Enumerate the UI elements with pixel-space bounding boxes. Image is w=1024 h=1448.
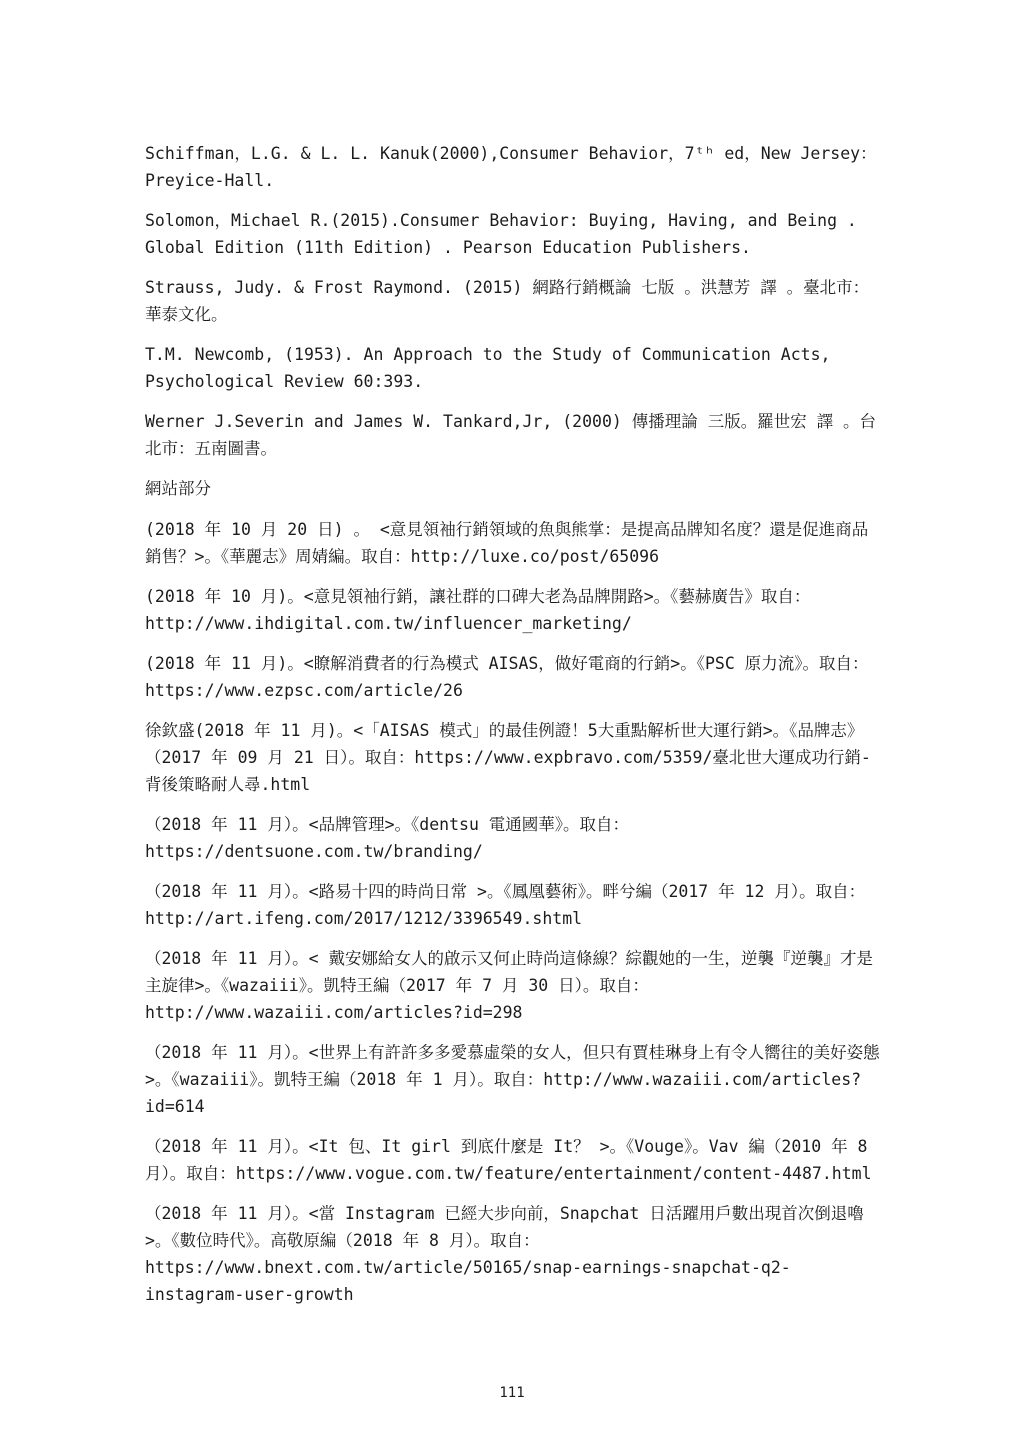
web-reference-entry: (2018 年 11 月)。<瞭解消費者的行為模式 AISAS，做好電商的行銷>。《PSC 原力流》。取自：https://www.ezpsc.com/article/26 [145, 654, 869, 700]
reference-entry: Werner J.Severin and James W. Tankard,Jr, (2000) 傳播理論 三版。羅世宏 譯 。台北市：五南圖書。 [145, 412, 877, 458]
web-reference-entry: （2018 年 11 月）。<路易十四的時尚日常 >。《鳳凰藝術》。畔兮編（2017 年 12 月）。取自：http://art.ifeng.com/2017/1212/3396549.shtml [145, 882, 866, 928]
web-reference-entry: （2018 年 11 月）。<當 Instagram 已經大步向前，Snapchat 日活躍用戶數出現首次倒退嚕 >。《數位時代》。高敬原編（2018 年 8 月）。取自：https://www.bnext.com.tw/article/50165/snap-earnings-snapchat-q2-instagram-user-growth [145, 1204, 874, 1304]
web-reference-entry: (2018 年 10 月)。<意見領袖行銷，讓社群的口碑大老為品牌開路>。《藝赫廣告》取自：http://www.ihdigital.com.tw/influencer_marketing/ [145, 587, 811, 633]
page-number: 111 [499, 1385, 525, 1401]
reference-entry: T.M. Newcomb, (1953). An Approach to the Study of Communication Acts, Psychological Review 60:393. [145, 345, 841, 391]
web-reference-entry: 徐欽盛(2018 年 11 月)。<「AISAS 模式」的最佳例證！5大重點解析世大運行銷>。《品牌志》（2017 年 09 月 21 日）。取自：https://www.expbravo.com/5359/臺北世大運成功行銷-背後策略耐人尋.html [145, 721, 871, 794]
page-footer [0, 1385, 1024, 1401]
references-section [145, 140, 882, 1321]
web-reference-entry: （2018 年 11 月）。< 戴安娜給女人的啟示又何止時尚這條線？綜觀她的一生，逆襲『逆襲』才是主旋律>。《wazaiii》。凱特王編（2017 年 7 月 30 日）。取自：http://www.wazaiii.com/articles?id=298 [145, 949, 874, 1022]
web-reference-entry: （2018 年 11 月）。<It 包、It girl 到底什麼是 It？ >。《Vouge》。Vav 編（2010 年 8 月）。取自：https://www.vogue.com.tw/feature/entertainment/content-4487.html [145, 1137, 878, 1183]
web-reference-entry: （2018 年 11 月）。<品牌管理>。《dentsu 電通國華》。取自：https://dentsuone.com.tw/branding/ [145, 815, 630, 861]
web-reference-entry: (2018 年 10 月 20 日) 。 <意見領袖行銷領域的魚與熊掌：是提高品牌知名度？還是促進商品銷售？>。《華麗志》周婧編。取自：http://luxe.co/post/65096 [145, 520, 869, 566]
section-heading-websites: 網站部分 [145, 479, 211, 498]
reference-entry: Strauss, Judy. & Frost Raymond. (2015) 網路行銷概論 七版 。洪慧芳 譯 。臺北市：華泰文化。 [145, 278, 870, 324]
reference-entry: Schiffman，L.G. & L. L. Kanuk(2000),Consumer Behavior，7ᵗʰ ed，New Jersey：Preyice-Hall. [145, 144, 877, 190]
reference-entry: Solomon，Michael R.(2015).Consumer Behavior: Buying, Having, and Being . Global Edition (11th Edition) . Pearson Education Publishers. [145, 211, 867, 257]
web-reference-entry: （2018 年 11 月）。<世界上有許許多多愛慕虛榮的女人，但只有賈桂琳身上有令人嚮往的美好姿態>。《wazaiii》。凱特王編（2018 年 1 月）。取自：http://www.wazaiii.com/articles?id=614 [145, 1043, 880, 1116]
